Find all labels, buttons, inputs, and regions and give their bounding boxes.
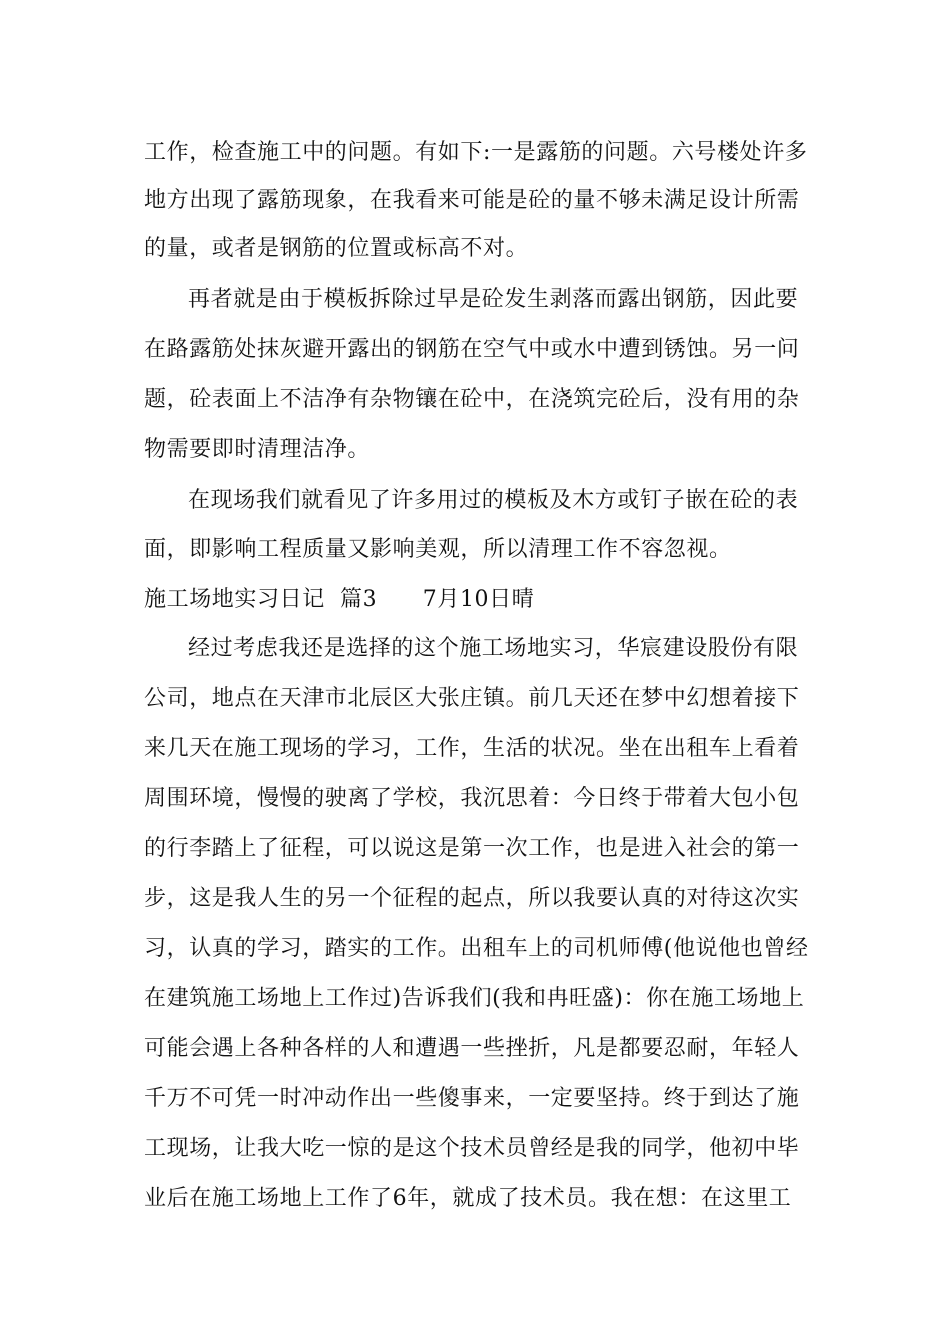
paragraph-4-line-1: 经过考虑我还是选择的这个施工场地实习，华宸建设股份有限 <box>188 636 799 661</box>
paragraph-4-line-4: 周围环境，慢慢的驶离了学校，我沉思着：今日终于带着大包小包 <box>144 786 800 811</box>
paragraph-2-line-3: 题，砼表面上不洁净有杂物镶在砼中，在浇筑完砼后，没有用的杂 <box>144 387 800 412</box>
paragraph-4-line-5: 的行李踏上了征程，可以说这是第一次工作，也是进入社会的第一 <box>144 836 800 861</box>
paragraph-4-line-2: 公司，地点在天津市北辰区大张庄镇。前几天还在梦中幻想着接下 <box>144 686 800 711</box>
paragraph-4-line-8: 在建筑施工场地上工作过)告诉我们(我和冉旺盛)：你在施工场地上 <box>144 986 805 1011</box>
paragraph-1-line-3: 的量，或者是钢筋的位置或标高不对。 <box>144 236 529 261</box>
paragraph-1-line-2: 地方出现了露筋现象，在我看来可能是砼的量不够未满足设计所需 <box>144 188 800 213</box>
paragraph-4-line-3: 来几天在施工现场的学习，工作，生活的状况。坐在出租车上看着 <box>144 736 800 761</box>
paragraph-4-line-10: 千万不可凭一时冲动作出一些傻事来，一定要坚持。终于到达了施 <box>144 1086 800 1111</box>
paragraph-1-line-1: 工作，检查施工中的问题。有如下:一是露筋的问题。六号楼处许多 <box>144 140 808 165</box>
paragraph-2-line-4: 物需要即时清理洁净。 <box>144 437 371 462</box>
paragraph-4-line-6: 步，这是我人生的另一个征程的起点，所以我要认真的对待这次实 <box>144 886 800 911</box>
paragraph-4-line-11: 工现场，让我大吃一惊的是这个技术员曾经是我的同学，他初中毕 <box>144 1136 800 1161</box>
paragraph-4-line-9: 可能会遇上各种各样的人和遭遇一些挫折，凡是都要忍耐，年轻人 <box>144 1036 800 1061</box>
paragraph-3-line-1: 在现场我们就看见了许多用过的模板及木方或钉子嵌在砼的表 <box>188 488 799 513</box>
paragraph-3-line-2: 面，即影响工程质量又影响美观，所以清理工作不容忽视。 <box>144 537 732 562</box>
paragraph-2-line-1: 再者就是由于模板拆除过早是砼发生剥落而露出钢筋，因此要 <box>188 287 799 312</box>
paragraph-2-line-2: 在路露筋处抹灰避开露出的钢筋在空气中或水中遭到锈蚀。另一问 <box>144 337 800 362</box>
entry-heading: 施工场地实习日记 篇3 7月10日晴 <box>144 587 535 612</box>
paragraph-4-line-7: 习，认真的学习，踏实的工作。出租车上的司机师傅(他说他也曾经 <box>144 936 809 961</box>
paragraph-4-line-12: 业后在施工场地上工作了6年，就成了技术员。我在想：在这里工 <box>144 1186 792 1211</box>
